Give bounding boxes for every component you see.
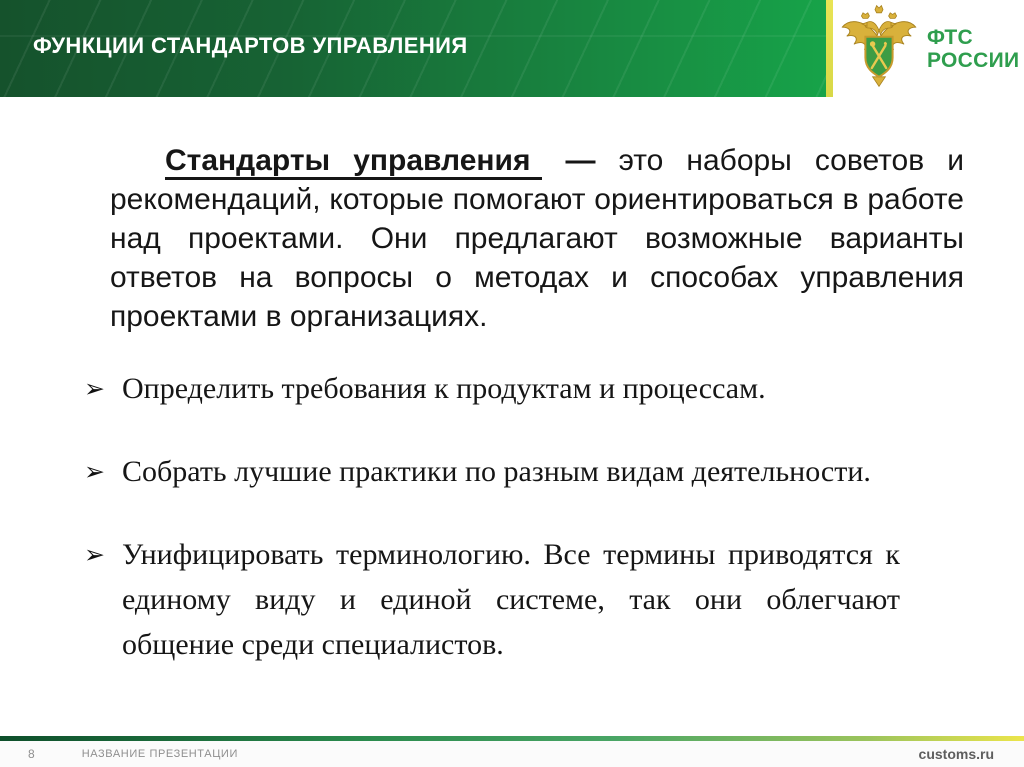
arrow-bullet-icon: ➢ [84,540,105,569]
intro-dash: — [565,144,596,177]
bullet-list [84,366,964,667]
logo-line-2: РОССИИ [927,48,1020,72]
bullet-text: Унифицировать терминологию. Все термины приводятся к единому виду и единой системе, так они облегчают общение среди специалистов. [122,538,900,661]
footer-bar [0,741,1024,767]
arrow-bullet-icon: ➢ [84,457,105,486]
bullet-text: Собрать лучшие практики по разным видам деятельности. [122,455,871,488]
bullet-text: Определить требования к продуктам и процессам. [122,372,766,405]
list-item [84,532,900,667]
site-label: customs.ru [918,746,994,762]
intro-body-text: это наборы советов и рекомендаций, которые помогают ориентироваться в работе над проектами. Они предлагают возможные варианты ответов на вопросы о методах и способах управления проектами в организациях. [110,144,964,333]
customs-eagle-emblem-icon [839,3,919,94]
page-title: ФУНКЦИИ СТАНДАРТОВ УПРАВЛЕНИЯ [33,32,468,58]
intro-lead-phrase: Стандарты управления [165,144,542,180]
list-item [84,449,900,494]
list-item [84,366,900,411]
intro-paragraph [110,141,964,336]
logo-text [927,26,1019,72]
slide-content [0,97,1024,667]
logo-line-1: ФТС [927,25,974,49]
header-title-band [0,0,826,97]
arrow-bullet-icon: ➢ [84,374,105,403]
header-bar [0,0,1024,97]
page-number: 8 [28,747,35,761]
footer [0,736,1024,767]
yellow-divider [826,0,833,97]
presentation-name: НАЗВАНИЕ ПРЕЗЕНТАЦИИ [81,748,238,760]
logo-box [833,0,1024,97]
